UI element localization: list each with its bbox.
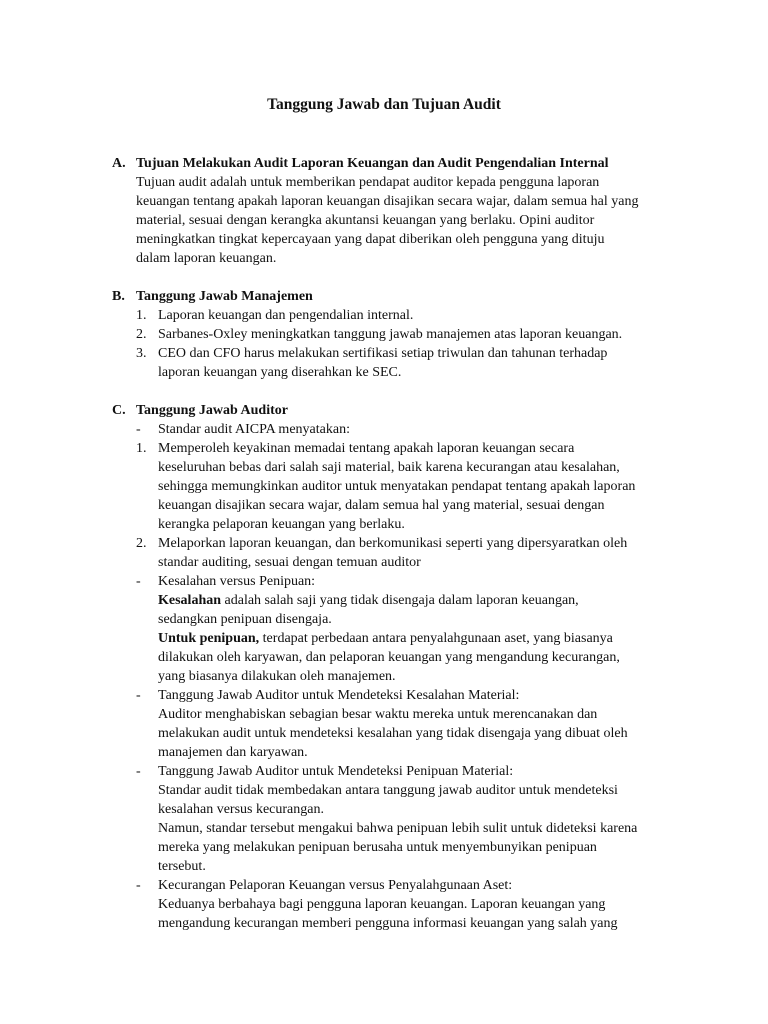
list-item	[112, 439, 678, 534]
list-marker: -	[136, 422, 141, 437]
item-line: sehingga memungkinkan auditor untuk menyatakan pendapat tentang apakah laporan	[158, 479, 636, 494]
body-line: keuangan tentang apakah laporan keuangan disajikan secara wajar, dalam semua hal yang	[136, 194, 639, 209]
item-line: yang biasanya dilakukan oleh manajemen.	[158, 669, 396, 684]
list-item	[112, 344, 678, 382]
list-item	[112, 325, 678, 344]
line-rest: terdapat perbedaan antara penyalahgunaan aset, yang biasanya	[259, 631, 613, 646]
list-marker: 1.	[136, 441, 147, 456]
item-line: Kecurangan Pelaporan Keuangan versus Penyalahgunaan Aset:	[158, 878, 513, 893]
item-line: Tanggung Jawab Auditor untuk Mendeteksi Penipuan Material:	[158, 764, 514, 779]
list-item	[112, 762, 678, 876]
item-line: Namun, standar tersebut mengakui bahwa penipuan lebih sulit untuk dideteksi karena	[158, 821, 638, 836]
list-marker: -	[136, 764, 141, 779]
item-line: Sarbanes-Oxley meningkatkan tanggung jawab manajemen atas laporan keuangan.	[158, 327, 623, 342]
item-line: sedangkan penipuan disengaja.	[158, 612, 332, 627]
item-line: keseluruhan bebas dari salah saji material, baik karena kecurangan atau kesalahan,	[158, 460, 620, 475]
item-line: keuangan disajikan secara wajar, dalam semua hal yang material, sesuai dengan	[158, 498, 605, 513]
item-line: melakukan audit untuk mendeteksi kesalahan yang tidak disengaja yang dibuat oleh	[158, 726, 628, 741]
section-b	[112, 287, 672, 382]
bold-term: Untuk penipuan,	[158, 631, 260, 646]
section-letter: C.	[112, 403, 126, 418]
item-line: manajemen dan karyawan.	[158, 745, 308, 760]
item-line: mengandung kecurangan memberi pengguna informasi keuangan yang salah yang	[158, 916, 618, 931]
list-item	[112, 534, 678, 572]
item-line: Laporan keuangan dan pengendalian internal.	[158, 308, 414, 323]
bold-term: Kesalahan	[158, 593, 222, 608]
list-item	[112, 686, 678, 762]
section-c	[112, 401, 672, 933]
list-marker: -	[136, 878, 141, 893]
section-heading	[112, 154, 672, 173]
line-rest: adalah salah saji yang tidak disengaja dalam laporan keuangan,	[221, 593, 579, 608]
item-line: kesalahan versus kecurangan.	[158, 802, 324, 817]
document-title: Tanggung Jawab dan Tujuan Audit	[267, 96, 501, 113]
item-line: dilakukan oleh karyawan, dan pelaporan keuangan yang mengandung kecurangan,	[158, 650, 620, 665]
section-title: Tanggung Jawab Manajemen	[136, 289, 313, 304]
list-marker: 2.	[136, 536, 147, 551]
item-line: laporan keuangan yang diserahkan ke SEC.	[158, 365, 402, 380]
list-marker: 2.	[136, 327, 147, 342]
body-line: material, sesuai dengan kerangka akuntansi keuangan yang berlaku. Opini auditor	[136, 213, 595, 228]
section-heading	[112, 287, 672, 306]
list-item	[112, 572, 678, 686]
section-a	[112, 154, 672, 268]
item-line: Standar audit tidak membedakan antara tanggung jawab auditor untuk mendeteksi	[158, 783, 618, 798]
item-line: CEO dan CFO harus melakukan sertifikasi setiap triwulan dan tahunan terhadap	[158, 346, 608, 361]
section-letter: A.	[112, 156, 126, 171]
body-line: meningkatkan tingkat kepercayaan yang dapat diberikan oleh pengguna yang dituju	[136, 232, 605, 247]
item-line: Melaporkan laporan keuangan, dan berkomunikasi seperti yang dipersyaratkan oleh	[158, 536, 628, 551]
item-line: kerangka pelaporan keuangan yang berlaku.	[158, 517, 405, 532]
item-line: Standar audit AICPA menyatakan:	[158, 422, 350, 437]
item-line: Kesalahan versus Penipuan:	[158, 574, 316, 589]
item-line	[158, 591, 678, 610]
list-marker: 1.	[136, 308, 147, 323]
list-item	[112, 420, 678, 439]
list-marker: -	[136, 574, 141, 589]
section-title: Tujuan Melakukan Audit Laporan Keuangan dan Audit Pengendalian Internal	[136, 156, 609, 171]
section-heading	[112, 401, 672, 420]
list-marker: -	[136, 688, 141, 703]
item-line: Auditor menghabiskan sebagian besar waktu mereka untuk merencanakan dan	[158, 707, 598, 722]
item-line: standar auditing, sesuai dengan temuan auditor	[158, 555, 421, 570]
item-line: Tanggung Jawab Auditor untuk Mendeteksi Kesalahan Material:	[158, 688, 520, 703]
item-line: mereka yang melakukan penipuan berusaha untuk menyembunyikan penipuan	[158, 840, 597, 855]
list-item	[112, 306, 678, 325]
body-line: Tujuan audit adalah untuk memberikan pendapat auditor kepada pengguna laporan	[136, 175, 600, 190]
item-line: Memperoleh keyakinan memadai tentang apakah laporan keuangan secara	[158, 441, 575, 456]
section-letter: B.	[112, 289, 125, 304]
section-title: Tanggung Jawab Auditor	[136, 403, 288, 418]
section-body	[136, 173, 676, 268]
item-line	[158, 629, 678, 648]
body-line: dalam laporan keuangan.	[136, 251, 277, 266]
list-marker: 3.	[136, 346, 147, 361]
list-item	[112, 876, 678, 933]
item-line: Keduanya berbahaya bagi pengguna laporan keuangan. Laporan keuangan yang	[158, 897, 606, 912]
item-line: tersebut.	[158, 859, 206, 874]
